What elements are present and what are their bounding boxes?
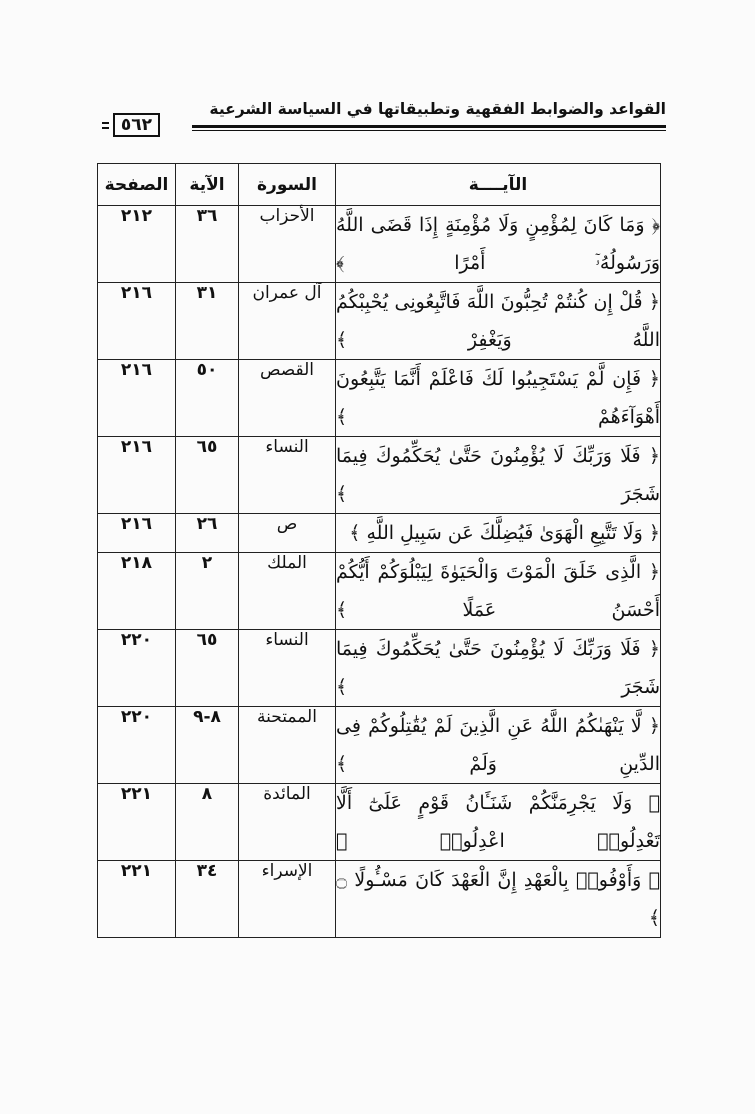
surah-cell: القصص <box>239 360 336 437</box>
verse-cell: ﴿ فَإِن لَّمْ يَسْتَجِيبُوا لَكَ فَاعْلَمْ أَنَّمَا يَتَّبِعُونَ أَهْوَآءَهُمْ ﴾ <box>336 360 661 437</box>
ayah-cell: ٦٥ <box>176 630 239 707</box>
page-cell: ٢١٦ <box>98 283 176 360</box>
table-row <box>98 553 661 630</box>
verse-cell: ﴿ قُلْ إِن كُنتُمْ تُحِبُّونَ اللَّهَ فَاتَّبِعُونِى يُحْبِبْكُمُ اللَّهُ وَيَغْفِرْ ﴾ <box>336 283 661 360</box>
surah-cell: الممتحنة <box>239 707 336 784</box>
running-title: القواعد والضوابط الفقهية وتطبيقاتها في السياسة الشرعية <box>209 100 666 118</box>
ayah-cell: ٨-٩ <box>176 707 239 784</box>
surah-cell: الإسراء <box>239 861 336 938</box>
table-row <box>98 630 661 707</box>
verse-cell: ﴿ الَّذِى خَلَقَ الْمَوْتَ وَالْحَيَوٰةَ لِيَبْلُوَكُمْ أَيُّكُمْ أَحْسَنُ عَمَلًا ﴾ <box>336 553 661 630</box>
column-header-page: الصفحة <box>98 164 176 206</box>
column-header-ayah: الآية <box>176 164 239 206</box>
page-number-group <box>96 114 160 136</box>
surah-cell: الملك <box>239 553 336 630</box>
surah-cell: ص <box>239 514 336 553</box>
surah-cell: النساء <box>239 437 336 514</box>
page-cell: ٢١٢ <box>98 206 176 283</box>
table-row <box>98 206 661 283</box>
verse-cell: ﴿ وَلَا يَجْرِمَنَّكُمْ شَنَـَٔانُ قَوْمٍ عَلَىٰٓ أَلَّا تَعْدِلُوا۟ اعْدِلُوا۟ ﴾ <box>336 784 661 861</box>
verse-index-table <box>97 163 661 938</box>
ayah-cell: ٣٤ <box>176 861 239 938</box>
table-row <box>98 360 661 437</box>
verse-cell: ﴿ وَلَا تَتَّبِعِ الْهَوَىٰ فَيُضِلَّكَ عَن سَبِيلِ اللَّهِ ﴾ <box>336 514 661 553</box>
ayah-cell: ٥٠ <box>176 360 239 437</box>
verse-cell: ﴿ فَلَا وَرَبِّكَ لَا يُؤْمِنُونَ حَتَّىٰ يُحَكِّمُوكَ فِيمَا شَجَرَ ﴾ <box>336 437 661 514</box>
page-cell: ٢١٦ <box>98 360 176 437</box>
page-cell: ٢٢٠ <box>98 707 176 784</box>
table-row <box>98 437 661 514</box>
surah-cell: المائدة <box>239 784 336 861</box>
verse-cell: ﴿ وَأَوْفُوا۟ بِالْعَهْدِ إِنَّ الْعَهْدَ كَانَ مَسْـُٔولًا ۝ ﴾ <box>336 861 661 938</box>
verse-cell: ﴿ وَمَا كَانَ لِمُؤْمِنٍ وَلَا مُؤْمِنَةٍ إِذَا قَضَى اللَّهُ وَرَسُولُهُۥٓ أَمْرًا ﴾ <box>336 206 661 283</box>
surah-cell: آل عمران <box>239 283 336 360</box>
table-row <box>98 514 661 553</box>
table-header-row <box>98 164 661 206</box>
page-header <box>96 96 666 138</box>
ayah-cell: ٣١ <box>176 283 239 360</box>
page-cell: ٢٢١ <box>98 784 176 861</box>
ayah-cell: ٣٦ <box>176 206 239 283</box>
page-cell: ٢٢١ <box>98 861 176 938</box>
column-header-surah: السورة <box>239 164 336 206</box>
ayah-cell: ٦٥ <box>176 437 239 514</box>
page-number: ٥٦٢ <box>113 113 160 137</box>
table-row <box>98 283 661 360</box>
page-cell: ٢١٦ <box>98 437 176 514</box>
page-cell: ٢١٦ <box>98 514 176 553</box>
column-header-verse: الآيــــة <box>336 164 661 206</box>
ayah-cell: ٢٦ <box>176 514 239 553</box>
ayah-cell: ٢ <box>176 553 239 630</box>
verse-cell: ﴿ لَّا يَنْهَىٰكُمُ اللَّهُ عَنِ الَّذِينَ لَمْ يُقَٰتِلُوكُمْ فِى الدِّينِ وَلَمْ ﴾ <box>336 707 661 784</box>
header-rule <box>192 125 666 131</box>
page-number-bars <box>102 119 109 132</box>
page-cell: ٢٢٠ <box>98 630 176 707</box>
table-row <box>98 707 661 784</box>
verse-cell: ﴿ فَلَا وَرَبِّكَ لَا يُؤْمِنُونَ حَتَّىٰ يُحَكِّمُوكَ فِيمَا شَجَرَ ﴾ <box>336 630 661 707</box>
ayah-cell: ٨ <box>176 784 239 861</box>
surah-cell: النساء <box>239 630 336 707</box>
page-cell: ٢١٨ <box>98 553 176 630</box>
surah-cell: الأحزاب <box>239 206 336 283</box>
table-row <box>98 861 661 938</box>
table-row <box>98 784 661 861</box>
